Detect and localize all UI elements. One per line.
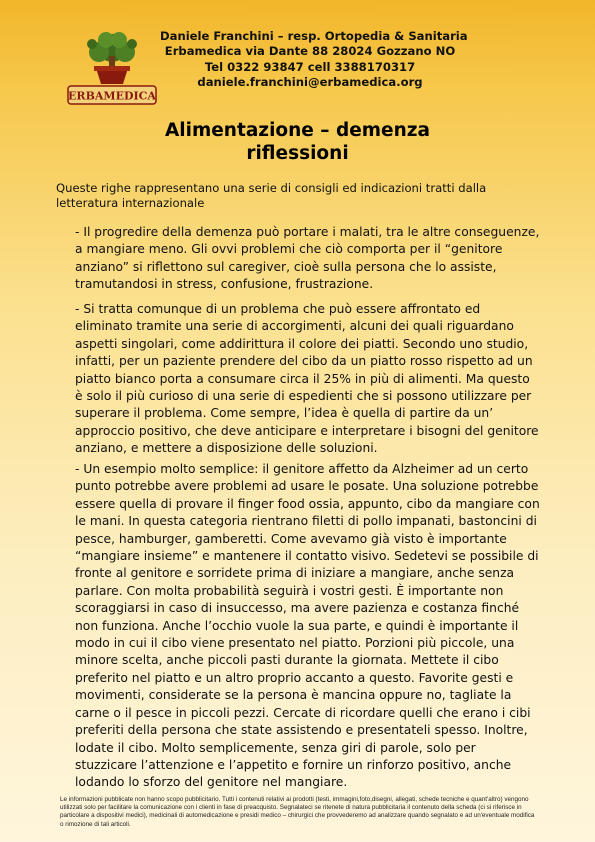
contact-header [160,29,468,91]
title-line-2: riflessioni [246,143,349,164]
logo-wordmark: ERBAMEDICA [68,89,156,103]
erbamedica-logo [66,28,158,106]
paragraph-2: - Si tratta comunque di un problema che può essere affrontato ed eliminato tramite una serie di accorgimenti, alcuni dei quali riguardano aspetti singolari, come addirittura il colore dei piatti. Secondo uno studio, infatti, per un paziente prendere del cibo da un piatto rosso rispetto ad un piatto bianco porta a consumare circa il 25% in più di alimenti. Ma questo è solo il più curioso di una serie di espedienti che si possono utilizzare per superare il problema. Come sempre, l’idea è quella di partire da un’ approccio positivo, che deve anticipare e interpretare i bisogni del genitore anziano, e mettere a disposizione delle soluzioni. [75,302,539,456]
paragraph-3: - Un esempio molto semplice: il genitore affetto da Alzheimer ad un certo punto potrebbe avere problemi ad usare le posate. Una soluzione potrebbe essere quella di provare il finger food ossia, appunto, cibo da mangiare con le mani. In questa categoria rientrano filetti di pollo impanati, bastoncini di pesce, hamburger, gamberetti. Come avevamo già visto è importante “mangiare insieme” e mantenere il contatto visivo. Sedetevi se possibile di fronte al genitore e sorridete prima di iniziare a mangiare, anche senza parlare. Con molta probabilità seguirà i vostri gesti. È importante non scoraggiarsi in caso di insuccesso, ma avere pazienza e costanza finché non funziona. Anche l’occhio vuole la sua parte, e quindi è importante il modo in cui il cibo viene presentato nel piatto. Porzioni più piccole, una minore scelta, anche piccoli pasti durante la giornata. Mettete il cibo preferito nel piatto e un altro proprio accanto a questo. Favorite gesti e movimenti, considerate se la persona è mancina oppure no, tagliate la carne o il pesce in piccoli pezzi. Cercate di ricordare quelli che erano i cibi preferiti della persona che state assistendo e presentateli spesso. Inoltre, lodate il cibo. Molto semplicemente, senza giri di parole, solo per stuzzicare l’attenzione e l’appetito e fornire un rinforzo positivo, anche lodando lo sforzo del genitore nel mangiare. [75,462,540,790]
header-address-line: Erbamedica via Dante 88 28024 Gozzano NO [164,44,456,59]
paragraph-1: - Il progredire della demenza può portare i malati, tra le altre conseguenze, a mangiare meno. Gli ovvi problemi che ciò comporta per il “genitore anziano” si riflettono sul caregiver, cioè sulla persona che lo assiste, tramutandosi in stress, confusione, frustrazione. [75,225,540,292]
header-phone-line: Tel 0322 93847 cell 3388170317 [204,59,416,74]
page-title [120,119,475,165]
header-name-line: Daniele Franchini – resp. Ortopedia & Sanitaria [160,29,468,43]
disclaimer-footer: Le informazioni pubblicate non hanno scopo pubblicitario. Tutti i contenuti relativi ai prodotti (testi, immagini,foto,disegni, allegati, schede tecniche e quant'altro) vengono utilizzati solo per facilitare la comunicazione con i clienti in fase di preacquisto. Segnalateci se ritenete di natura pubblicitaria il contenuto della scheda (ci si riferisce in particolare a dispositivi medici), medicinali di automedicazione e presidi medico – chirurgici che provvederemo ad analizzare quando segnalato e ad un'eventuale modifica o rimozione di tali articoli. [60,796,535,828]
logo-tree-icon [66,28,158,106]
header-email-line[interactable]: daniele.franchini@erbamedica.org [197,75,423,90]
title-line-1: Alimentazione – demenza [164,120,431,141]
intro-text: Queste righe rappresentano una serie di consigli ed indicazioni tratti dalla letteratura internazionale [56,181,487,210]
